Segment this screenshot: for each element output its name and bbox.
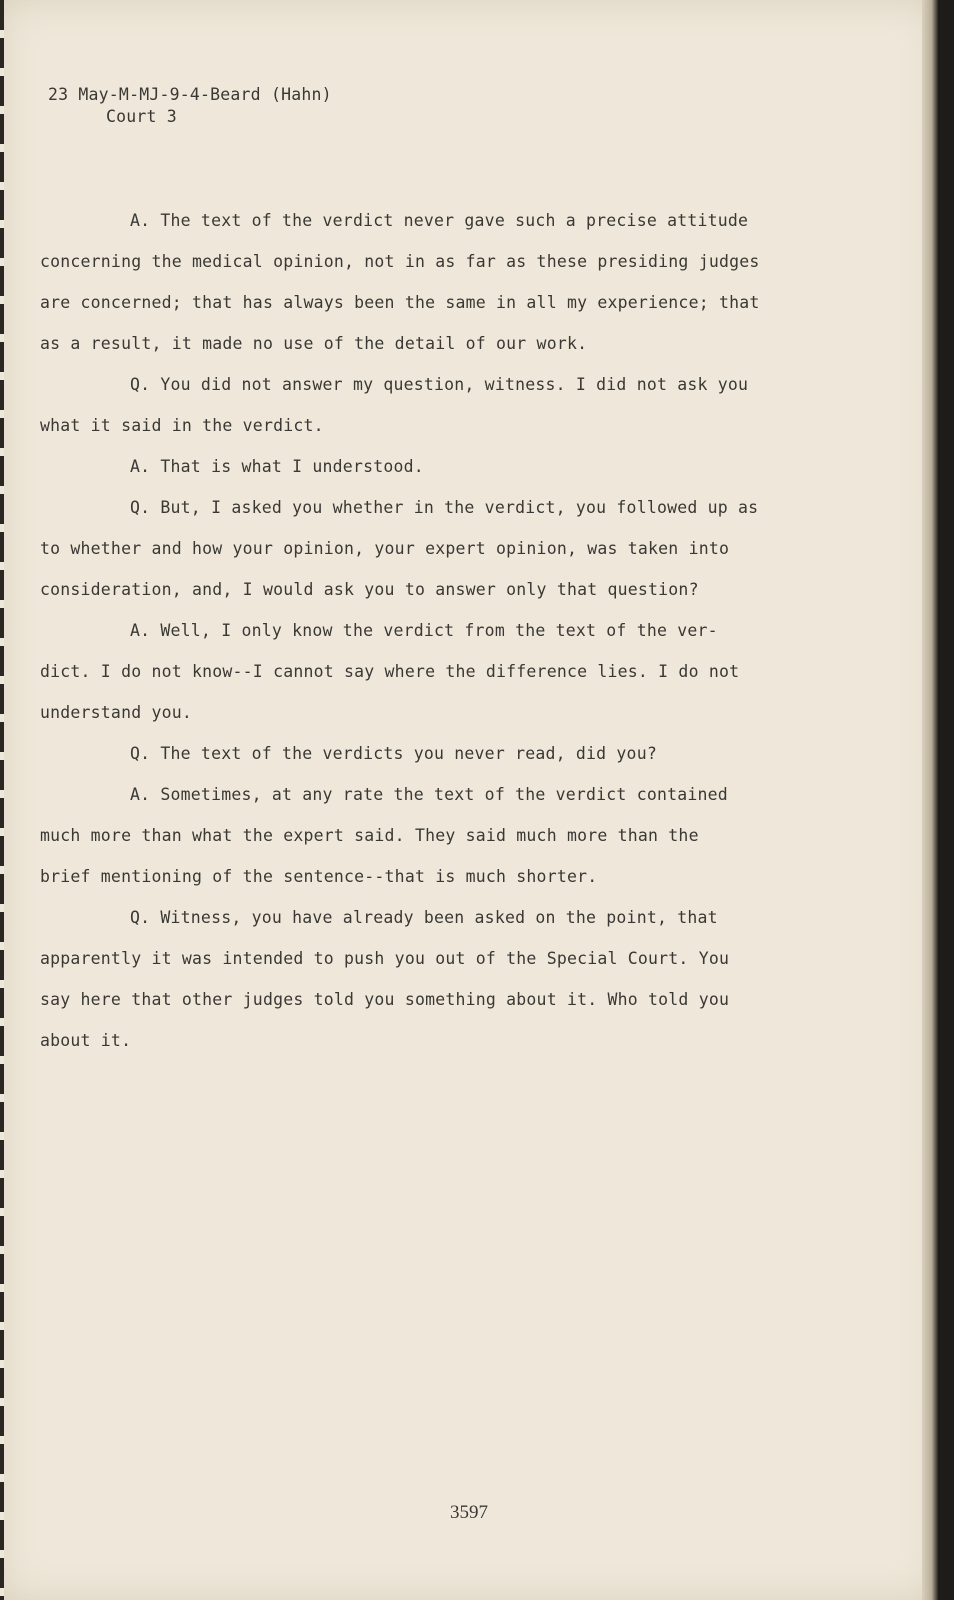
text-line: Q. Witness, you have already been asked on the point, that [130, 908, 718, 927]
question-paragraph [40, 897, 780, 1061]
page-edge-shadow [922, 0, 938, 1600]
text-line: A. The text of the verdict never gave such a precise attitude [130, 211, 749, 230]
text-line: dict. I do not know--I cannot say where the difference lies. I do not [40, 662, 740, 681]
text-line: Q. The text of the verdicts you never read, did you? [130, 744, 657, 763]
text-line: Q. You did not answer my question, witness. I did not ask you [130, 375, 749, 394]
text-line: A. Well, I only know the verdict from the text of the ver- [130, 621, 718, 640]
text-line: concerning the medical opinion, not in as far as these presiding judges [40, 252, 760, 271]
text-line: say here that other judges told you something about it. Who told you [40, 990, 730, 1009]
text-line: much more than what the expert said. They said much more than the [40, 826, 699, 845]
text-line: about it. [40, 1031, 132, 1050]
text-line: A. That is what I understood. [130, 457, 424, 476]
text-line: brief mentioning of the sentence--that is much shorter. [40, 867, 598, 886]
answer-paragraph [40, 446, 780, 487]
answer-paragraph [40, 774, 780, 897]
question-paragraph [40, 487, 780, 610]
transcript-body [40, 200, 780, 1061]
text-line: to whether and how your opinion, your expert opinion, was taken into [40, 539, 730, 558]
answer-paragraph [40, 200, 780, 364]
question-paragraph [40, 364, 780, 446]
question-paragraph [40, 733, 780, 774]
text-line: understand you. [40, 703, 193, 722]
text-line: what it said in the verdict. [40, 416, 324, 435]
document-header [48, 84, 332, 128]
text-line: A. Sometimes, at any rate the text of the verdict contained [130, 785, 728, 804]
text-line: as a result, it made no use of the detail of our work. [40, 334, 588, 353]
text-line: apparently it was intended to push you out of the Special Court. You [40, 949, 730, 968]
text-line: Q. But, I asked you whether in the verdict, you followed up as [130, 498, 759, 517]
header-reference: 23 May-M-MJ-9-4-Beard (Hahn) [48, 85, 332, 104]
page-number: 3597 [450, 1502, 488, 1523]
text-line: consideration, and, I would ask you to answer only that question? [40, 580, 699, 599]
answer-paragraph [40, 610, 780, 733]
binding-edge [0, 0, 4, 1600]
header-court: Court 3 [106, 107, 177, 126]
text-line: are concerned; that has always been the same in all my experience; that [40, 293, 760, 312]
